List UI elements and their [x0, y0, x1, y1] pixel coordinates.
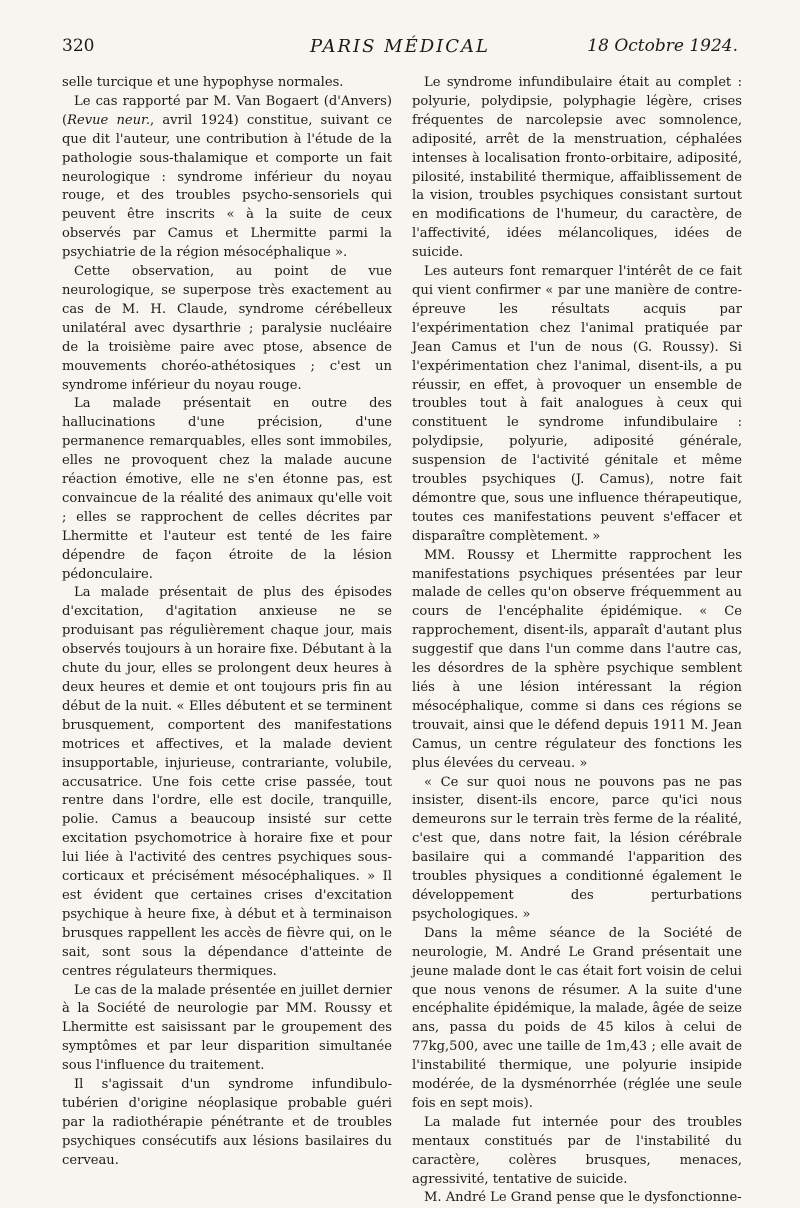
paragraph: Le syndrome infundibulaire était au complet : polyurie, polydipsie, polyphagie légère, crises fréquentes de narcolepsie avec somnolence, adiposité, arrêt de la menstruation, céphalées intenses à localisation fronto-orbitaire, adiposité, pilosité, instabilité thermique, affaiblissement de la vision, troubles psychiques consistant surtout en modifications de l'humeur, du caractère, de l'affectivité, idées mélancoliques, idées de suicide. [412, 75, 742, 261]
paragraph [62, 93, 392, 263]
page-header [62, 36, 738, 66]
paragraph: Les auteurs font remarquer l'intérêt de ce fait qui vient confirmer « par une manière de contre-épreuve les résultats acquis par l'expérimentation chez l'animal pratiquée par Jean Camus et l'un de nous (G. Roussy). Si l'expérimentation chez l'animal, disent-ils, a pu réussir, en effet, à provoquer un ensemble de troubles tout à fait analogues à ceux qui constituent le syndrome infundibulaire : polydipsie, polyurie, adiposité générale, suspension de l'activité génitale et même troubles psychiques (J. Camus), notre fait démontre que, sous une influence thérapeutique, toutes ces manifestations peuvent s'effacer et disparaître complètement. » [412, 264, 742, 544]
paragraph: La malade présentait en outre des hallucinations d'une précision, d'une permanence remarquables, elles sont immobiles, elles ne provoquent chez la malade aucune réaction émotive, elle ne s'en étonne pas, est convaincue de la réalité des animaux qu'elle voit ; elles se rapprochent de celles décrites par Lhermitte et l'auteur est tenté de les faire dépendre de façon étroite de la lésion pédonculaire. [62, 396, 392, 582]
journal-title: PARIS MÉDICAL [309, 36, 490, 57]
issue-date: 18 Octobre 1924. [587, 36, 738, 56]
journal-citation: Revue neur. [67, 112, 151, 128]
paragraph: MM. Roussy et Lhermitte rapprochent les manifestations psychiques présentées par leur malade de celles qu'on observe fréquemment au cours de l'encéphalite épidémique. « Ce rapprochement, disent-ils, apparaît d'autant plus suggestif que dans l'un comme dans l'autre cas, les désordres de la sphère psychique semblent liés à une lésion intéressant la région mésocéphalique, comme si dans ces régions se trouvait, ainsi que le défend depuis 1911 M. Jean Camus, un centre régulateur des fonctions les plus élevées du cerveau. » [412, 547, 742, 771]
right-column [412, 74, 742, 1206]
paragraph: Le cas de la malade présentée en juillet dernier à la Société de neurologie par MM. Roussy et Lhermitte est saisissant par le groupement des symptômes et par leur disparition simultanée sous l'influence du traitement. [62, 982, 392, 1074]
paragraph-text: Le cas rapporté par M. Van Bogaert (d'Anvers) ( [62, 93, 392, 128]
paragraph-text: , avril 1924) constitue, suivant ce que dit l'auteur, une contribution à l'étude de la pathologie sous-thalamique et comporte un fait neurologique : syndrome inférieur du noyau rouge, et des troubles psycho-sensoriels qui peuvent être inscrits « à la suite de ceux observés par Camus et Lhermitte parmi la psychiatrie de la région mésocéphalique ». [62, 112, 392, 261]
paragraph: « Ce sur quoi nous ne pouvons pas ne pas insister, disent-ils encore, parce qu'ici nous demeurons sur le terrain très ferme de la réalité, c'est que, dans notre fait, la lésion cérébrale basilaire qui a commandé l'apparition des troubles physiques a conditionné également le développement des perturbations psychologiques. » [412, 774, 742, 922]
paragraph: La malade présentait de plus des épisodes d'excitation, d'agitation anxieuse ne se produisant pas régulièrement chaque jour, mais observés toujours à un horaire fixe. Débutant à la chute du jour, elles se prolongent deux heures à deux heures et demie et ont toujours pris fin au début de la nuit. « Elles débutent et se terminent brusquement, comportent des manifestations motrices et affectives, et la malade devient insupportable, injurieuse, contrariante, volubile, accusatrice. Une fois cette crise passée, tout rentre dans l'ordre, elle est docile, tranquille, polie. Camus a beaucoup insisté sur cette excitation psychomotrice à horaire fixe et pour lui liée à l'activité des centres psychiques sous-corticaux et précisément mésocéphaliques. » Il est évident que certaines crises d'excitation psychique à heure fixe, à début et à terminaison brusques rappellent les accès de fièvre qui, on le sait, sont sous la dépendance d'atteinte de centres régulateurs thermiques. [62, 585, 392, 979]
paragraph: Cette observation, au point de vue neurologique, se superpose très exactement au cas de M. H. Claude, syndrome cérébelleux unilatéral avec dysarthrie ; paralysie nucléaire de la troisième paire avec ptose, absence de mouvements choréo-athétosiques ; c'est un syndrome inférieur du noyau rouge. [62, 264, 392, 393]
left-column [62, 74, 392, 1168]
paragraph: Il s'agissait d'un syndrome infundibulo-tubérien d'origine néoplasique probable guéri par la radiothérapie pénétrante et de troubles psychiques consécutifs aux lésions basilaires du cerveau. [62, 1077, 392, 1168]
paragraph: Dans la même séance de la Société de neurologie, M. André Le Grand présentait une jeune malade dont le cas était fort voisin de celui que nous venons de résumer. A la suite d'une encéphalite épidémique, la malade, âgée de seize ans, passa du poids de 45 kilos à celui de 77kg,500, avec une taille de 1m,43 ; elle avait de l'instabilité thermique, une polyurie insipide modérée, de la dysménorrhée (réglée une seule fois en sept mois). [412, 925, 742, 1111]
paragraph: M. André Le Grand pense que le dysfonctionne- [424, 1190, 742, 1206]
paragraph: selle turcique et une hypophyse normales. [62, 75, 344, 90]
paragraph: La malade fut internée pour des troubles mentaux constitués par de l'instabilité du caractère, colères brusques, menaces, agressivité, tentative de suicide. [412, 1114, 742, 1187]
page-number: 320 [62, 36, 95, 56]
text-columns [62, 74, 742, 1206]
